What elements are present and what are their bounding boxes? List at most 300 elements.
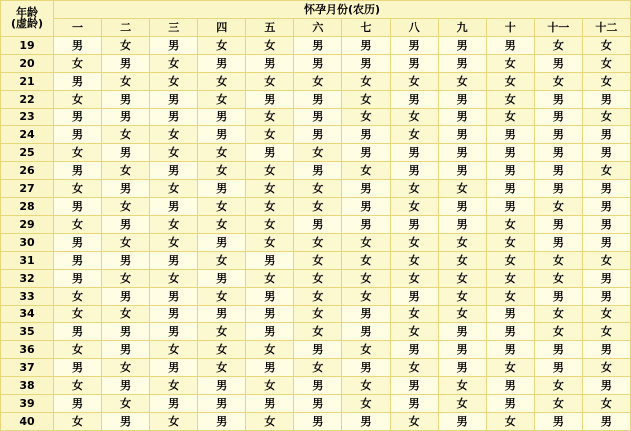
- prediction-cell: 女: [150, 269, 198, 287]
- age-cell: 40: [1, 412, 54, 430]
- prediction-cell: 男: [102, 144, 150, 162]
- prediction-cell: 女: [534, 305, 582, 323]
- prediction-cell: 女: [54, 180, 102, 198]
- prediction-cell: 男: [294, 377, 342, 395]
- prediction-cell: 女: [246, 180, 294, 198]
- prediction-cell: 女: [102, 269, 150, 287]
- prediction-cell: 女: [438, 287, 486, 305]
- prediction-cell: 女: [54, 377, 102, 395]
- prediction-cell: 男: [390, 215, 438, 233]
- prediction-cell: 男: [438, 36, 486, 54]
- prediction-cell: 男: [342, 323, 390, 341]
- age-cell: 37: [1, 359, 54, 377]
- prediction-cell: 男: [198, 180, 246, 198]
- prediction-cell: 女: [438, 269, 486, 287]
- prediction-cell: 男: [150, 36, 198, 54]
- prediction-cell: 女: [198, 90, 246, 108]
- prediction-cell: 男: [534, 144, 582, 162]
- prediction-cell: 男: [390, 90, 438, 108]
- age-cell: 27: [1, 180, 54, 198]
- prediction-cell: 女: [246, 215, 294, 233]
- prediction-cell: 男: [102, 251, 150, 269]
- prediction-cell: 男: [438, 359, 486, 377]
- prediction-cell: 女: [246, 233, 294, 251]
- corner-label-line2: (虚龄): [10, 17, 44, 31]
- prediction-cell: 女: [438, 395, 486, 413]
- table-row: [1, 198, 631, 216]
- prediction-cell: 女: [342, 341, 390, 359]
- prediction-cell: 男: [294, 395, 342, 413]
- prediction-cell: 男: [486, 126, 534, 144]
- table-row: [1, 233, 631, 251]
- prediction-cell: 女: [102, 198, 150, 216]
- prediction-cell: 女: [582, 36, 630, 54]
- prediction-cell: 女: [54, 144, 102, 162]
- prediction-cell: 女: [534, 251, 582, 269]
- age-cell: 31: [1, 251, 54, 269]
- prediction-cell: 女: [150, 72, 198, 90]
- prediction-cell: 女: [198, 215, 246, 233]
- table-row: [1, 54, 631, 72]
- prediction-cell: 女: [294, 180, 342, 198]
- prediction-cell: 女: [390, 108, 438, 126]
- table-row: [1, 215, 631, 233]
- prediction-cell: 男: [534, 108, 582, 126]
- prediction-cell: 女: [54, 287, 102, 305]
- prediction-cell: 女: [246, 198, 294, 216]
- prediction-cell: 女: [438, 180, 486, 198]
- prediction-cell: 女: [486, 54, 534, 72]
- prediction-cell: 女: [198, 72, 246, 90]
- prediction-cell: 女: [102, 233, 150, 251]
- prediction-cell: 女: [438, 377, 486, 395]
- prediction-cell: 女: [198, 162, 246, 180]
- prediction-cell: 男: [342, 215, 390, 233]
- prediction-cell: 男: [246, 144, 294, 162]
- prediction-cell: 男: [582, 341, 630, 359]
- prediction-cell: 女: [294, 72, 342, 90]
- prediction-cell: 男: [246, 395, 294, 413]
- prediction-cell: 男: [390, 162, 438, 180]
- table-row: [1, 90, 631, 108]
- table-row: [1, 287, 631, 305]
- prediction-cell: 男: [54, 108, 102, 126]
- prediction-cell: 男: [486, 180, 534, 198]
- prediction-cell: 女: [54, 90, 102, 108]
- table-row: [1, 412, 631, 430]
- prediction-cell: 男: [102, 108, 150, 126]
- prediction-cell: 女: [198, 144, 246, 162]
- table-row: [1, 359, 631, 377]
- prediction-cell: 男: [390, 144, 438, 162]
- prediction-cell: 女: [246, 341, 294, 359]
- prediction-cell: 女: [246, 108, 294, 126]
- prediction-cell: 女: [246, 36, 294, 54]
- table-row: [1, 377, 631, 395]
- prediction-cell: 男: [54, 233, 102, 251]
- prediction-cell: 女: [534, 269, 582, 287]
- age-cell: 39: [1, 395, 54, 413]
- prediction-cell: 女: [150, 126, 198, 144]
- prediction-cell: 女: [198, 36, 246, 54]
- prediction-cell: 男: [438, 162, 486, 180]
- prediction-cell: 男: [342, 359, 390, 377]
- prediction-cell: 女: [582, 251, 630, 269]
- prediction-cell: 女: [342, 269, 390, 287]
- prediction-cell: 男: [54, 198, 102, 216]
- prediction-cell: 男: [342, 198, 390, 216]
- prediction-cell: 男: [438, 108, 486, 126]
- age-cell: 34: [1, 305, 54, 323]
- prediction-cell: 女: [486, 251, 534, 269]
- prediction-cell: 女: [342, 90, 390, 108]
- age-cell: 30: [1, 233, 54, 251]
- prediction-cell: 女: [150, 341, 198, 359]
- table-title: 怀孕月份(农历): [54, 1, 631, 19]
- prediction-cell: 男: [342, 144, 390, 162]
- prediction-cell: 女: [486, 108, 534, 126]
- prediction-cell: 女: [534, 377, 582, 395]
- month-header-1: 一: [54, 18, 102, 36]
- prediction-cell: 男: [54, 36, 102, 54]
- prediction-cell: 男: [390, 377, 438, 395]
- age-cell: 25: [1, 144, 54, 162]
- prediction-cell: 男: [582, 126, 630, 144]
- prediction-cell: 女: [198, 359, 246, 377]
- prediction-cell: 男: [102, 287, 150, 305]
- prediction-cell: 女: [438, 251, 486, 269]
- prediction-cell: 女: [486, 287, 534, 305]
- prediction-cell: 男: [486, 395, 534, 413]
- prediction-cell: 男: [294, 215, 342, 233]
- prediction-cell: 男: [534, 412, 582, 430]
- prediction-cell: 男: [102, 341, 150, 359]
- prediction-cell: 女: [294, 233, 342, 251]
- prediction-cell: 男: [294, 126, 342, 144]
- prediction-cell: 男: [294, 341, 342, 359]
- month-header-10: 十: [486, 18, 534, 36]
- prediction-cell: 男: [342, 305, 390, 323]
- prediction-cell: 男: [582, 198, 630, 216]
- corner-label-line1: 年龄: [16, 6, 38, 20]
- prediction-cell: 男: [150, 90, 198, 108]
- prediction-cell: 女: [342, 72, 390, 90]
- prediction-cell: 女: [390, 305, 438, 323]
- prediction-cell: 男: [102, 54, 150, 72]
- prediction-cell: 男: [582, 144, 630, 162]
- prediction-cell: 男: [342, 180, 390, 198]
- prediction-cell: 女: [534, 198, 582, 216]
- prediction-cell: 男: [294, 162, 342, 180]
- prediction-cell: 男: [54, 162, 102, 180]
- prediction-cell: 女: [102, 72, 150, 90]
- prediction-cell: 女: [390, 323, 438, 341]
- prediction-cell: 女: [294, 287, 342, 305]
- prediction-cell: 男: [390, 36, 438, 54]
- age-cell: 28: [1, 198, 54, 216]
- prediction-cell: 女: [342, 287, 390, 305]
- prediction-cell: 女: [342, 108, 390, 126]
- prediction-cell: 男: [438, 323, 486, 341]
- prediction-cell: 男: [246, 54, 294, 72]
- prediction-cell: 男: [150, 305, 198, 323]
- prediction-cell: 女: [198, 341, 246, 359]
- prediction-cell: 男: [390, 341, 438, 359]
- prediction-cell: 女: [150, 144, 198, 162]
- prediction-cell: 男: [102, 90, 150, 108]
- prediction-cell: 男: [582, 180, 630, 198]
- prediction-cell: 男: [150, 162, 198, 180]
- prediction-cell: 男: [486, 162, 534, 180]
- prediction-cell: 女: [342, 162, 390, 180]
- prediction-cell: 男: [486, 198, 534, 216]
- prediction-cell: 女: [390, 233, 438, 251]
- prediction-cell: 男: [390, 287, 438, 305]
- month-header-3: 三: [150, 18, 198, 36]
- age-cell: 22: [1, 90, 54, 108]
- prediction-cell: 男: [54, 323, 102, 341]
- prediction-cell: 男: [198, 54, 246, 72]
- table-row: [1, 395, 631, 413]
- prediction-cell: 女: [582, 359, 630, 377]
- prediction-cell: 女: [294, 359, 342, 377]
- prediction-cell: 男: [198, 108, 246, 126]
- prediction-cell: 男: [582, 90, 630, 108]
- month-header-4: 四: [198, 18, 246, 36]
- age-cell: 38: [1, 377, 54, 395]
- age-cell: 19: [1, 36, 54, 54]
- prediction-cell: 男: [486, 341, 534, 359]
- prediction-cell: 男: [390, 54, 438, 72]
- prediction-cell: 女: [102, 359, 150, 377]
- prediction-cell: 女: [438, 233, 486, 251]
- prediction-cell: 男: [582, 287, 630, 305]
- prediction-cell: 女: [54, 412, 102, 430]
- prediction-cell: 男: [342, 412, 390, 430]
- prediction-cell: 女: [198, 251, 246, 269]
- prediction-cell: 女: [246, 72, 294, 90]
- prediction-cell: 男: [534, 126, 582, 144]
- prediction-cell: 男: [534, 90, 582, 108]
- age-cell: 21: [1, 72, 54, 90]
- prediction-cell: 男: [534, 162, 582, 180]
- prediction-cell: 女: [54, 341, 102, 359]
- prediction-cell: 女: [342, 251, 390, 269]
- prediction-cell: 女: [102, 36, 150, 54]
- prediction-cell: 女: [342, 395, 390, 413]
- prediction-cell: 女: [486, 412, 534, 430]
- prediction-cell: 男: [246, 287, 294, 305]
- prediction-cell: 女: [54, 215, 102, 233]
- prediction-cell: 女: [534, 395, 582, 413]
- prediction-cell: 女: [486, 269, 534, 287]
- age-cell: 33: [1, 287, 54, 305]
- table-row: [1, 72, 631, 90]
- age-cell: 32: [1, 269, 54, 287]
- table-row: [1, 341, 631, 359]
- corner-age-label: [1, 1, 54, 37]
- prediction-cell: 男: [534, 287, 582, 305]
- prediction-cell: 女: [390, 72, 438, 90]
- prediction-cell: 男: [294, 412, 342, 430]
- prediction-cell: 女: [390, 126, 438, 144]
- prediction-cell: 男: [534, 215, 582, 233]
- prediction-cell: 女: [342, 377, 390, 395]
- prediction-cell: 男: [246, 359, 294, 377]
- prediction-cell: 男: [582, 412, 630, 430]
- prediction-cell: 男: [54, 359, 102, 377]
- prediction-cell: 女: [438, 72, 486, 90]
- prediction-cell: 女: [486, 233, 534, 251]
- prediction-cell: 女: [246, 412, 294, 430]
- prediction-cell: 女: [150, 377, 198, 395]
- month-header-11: 十一: [534, 18, 582, 36]
- prediction-cell: 女: [390, 198, 438, 216]
- table-row: [1, 126, 631, 144]
- prediction-cell: 男: [198, 395, 246, 413]
- prediction-cell: 女: [54, 54, 102, 72]
- prediction-cell: 女: [150, 180, 198, 198]
- prediction-cell: 女: [342, 233, 390, 251]
- prediction-cell: 女: [582, 162, 630, 180]
- prediction-cell: 男: [54, 126, 102, 144]
- prediction-cell: 男: [198, 412, 246, 430]
- age-cell: 36: [1, 341, 54, 359]
- prediction-cell: 男: [582, 377, 630, 395]
- prediction-cell: 男: [342, 36, 390, 54]
- table-header-row-months: [1, 18, 631, 36]
- prediction-cell: 男: [54, 251, 102, 269]
- prediction-cell: 男: [438, 412, 486, 430]
- prediction-cell: 男: [486, 377, 534, 395]
- table-row: [1, 305, 631, 323]
- prediction-cell: 男: [390, 395, 438, 413]
- prediction-cell: 男: [294, 90, 342, 108]
- prediction-cell: 男: [582, 269, 630, 287]
- age-cell: 35: [1, 323, 54, 341]
- prediction-cell: 女: [486, 90, 534, 108]
- prediction-cell: 男: [438, 215, 486, 233]
- prediction-cell: 男: [150, 251, 198, 269]
- prediction-cell: 女: [246, 126, 294, 144]
- prediction-cell: 女: [438, 305, 486, 323]
- prediction-cell: 男: [198, 305, 246, 323]
- month-header-7: 七: [342, 18, 390, 36]
- prediction-cell: 女: [198, 323, 246, 341]
- table-row: [1, 269, 631, 287]
- prediction-cell: 男: [198, 377, 246, 395]
- table-row: [1, 323, 631, 341]
- prediction-cell: 男: [438, 198, 486, 216]
- prediction-cell: 女: [534, 36, 582, 54]
- prediction-cell: 男: [54, 72, 102, 90]
- prediction-cell: 男: [54, 395, 102, 413]
- prediction-cell: 男: [150, 323, 198, 341]
- prediction-cell: 男: [438, 126, 486, 144]
- prediction-cell: 女: [294, 144, 342, 162]
- prediction-cell: 男: [486, 305, 534, 323]
- prediction-cell: 男: [486, 323, 534, 341]
- table-header-row-title: [1, 1, 631, 19]
- prediction-cell: 男: [294, 108, 342, 126]
- prediction-cell: 女: [294, 251, 342, 269]
- prediction-cell: 女: [534, 323, 582, 341]
- prediction-cell: 男: [198, 233, 246, 251]
- age-cell: 29: [1, 215, 54, 233]
- prediction-cell: 女: [150, 215, 198, 233]
- prediction-cell: 男: [582, 215, 630, 233]
- age-cell: 24: [1, 126, 54, 144]
- prediction-cell: 男: [150, 108, 198, 126]
- prediction-cell: 男: [102, 323, 150, 341]
- prediction-cell: 男: [486, 144, 534, 162]
- prediction-cell: 女: [102, 395, 150, 413]
- prediction-cell: 女: [534, 72, 582, 90]
- table-row: [1, 144, 631, 162]
- prediction-cell: 男: [102, 180, 150, 198]
- prediction-cell: 女: [390, 359, 438, 377]
- age-cell: 26: [1, 162, 54, 180]
- prediction-cell: 女: [150, 54, 198, 72]
- month-header-9: 九: [438, 18, 486, 36]
- table-row: [1, 108, 631, 126]
- prediction-cell: 男: [294, 54, 342, 72]
- prediction-cell: 男: [438, 90, 486, 108]
- prediction-cell: 女: [486, 72, 534, 90]
- month-header-5: 五: [246, 18, 294, 36]
- prediction-cell: 男: [342, 54, 390, 72]
- prediction-cell: 女: [390, 412, 438, 430]
- prediction-cell: 女: [198, 287, 246, 305]
- prediction-cell: 女: [390, 269, 438, 287]
- prediction-cell: 男: [246, 251, 294, 269]
- prediction-cell: 男: [534, 359, 582, 377]
- prediction-cell: 女: [246, 269, 294, 287]
- prediction-cell: 女: [150, 233, 198, 251]
- table-row: [1, 36, 631, 54]
- prediction-cell: 男: [342, 126, 390, 144]
- prediction-cell: 男: [582, 233, 630, 251]
- prediction-cell: 男: [294, 36, 342, 54]
- prediction-cell: 男: [150, 198, 198, 216]
- prediction-cell: 女: [102, 162, 150, 180]
- month-header-2: 二: [102, 18, 150, 36]
- prediction-cell: 男: [198, 269, 246, 287]
- prediction-cell: 女: [486, 359, 534, 377]
- prediction-cell: 女: [294, 198, 342, 216]
- prediction-cell: 男: [150, 287, 198, 305]
- age-cell: 23: [1, 108, 54, 126]
- prediction-cell: 男: [246, 323, 294, 341]
- month-header-12: 十二: [582, 18, 630, 36]
- prediction-cell: 女: [150, 412, 198, 430]
- age-cell: 20: [1, 54, 54, 72]
- prediction-cell: 女: [582, 72, 630, 90]
- prediction-cell: 女: [582, 323, 630, 341]
- prediction-cell: 女: [582, 305, 630, 323]
- prediction-cell: 女: [246, 162, 294, 180]
- prediction-cell: 男: [438, 54, 486, 72]
- prediction-cell: 女: [54, 305, 102, 323]
- prediction-cell: 女: [198, 198, 246, 216]
- prediction-cell: 女: [486, 215, 534, 233]
- prediction-cell: 女: [582, 54, 630, 72]
- prediction-cell: 女: [390, 251, 438, 269]
- month-header-6: 六: [294, 18, 342, 36]
- prediction-cell: 女: [582, 395, 630, 413]
- prediction-cell: 男: [246, 90, 294, 108]
- prediction-cell: 男: [54, 269, 102, 287]
